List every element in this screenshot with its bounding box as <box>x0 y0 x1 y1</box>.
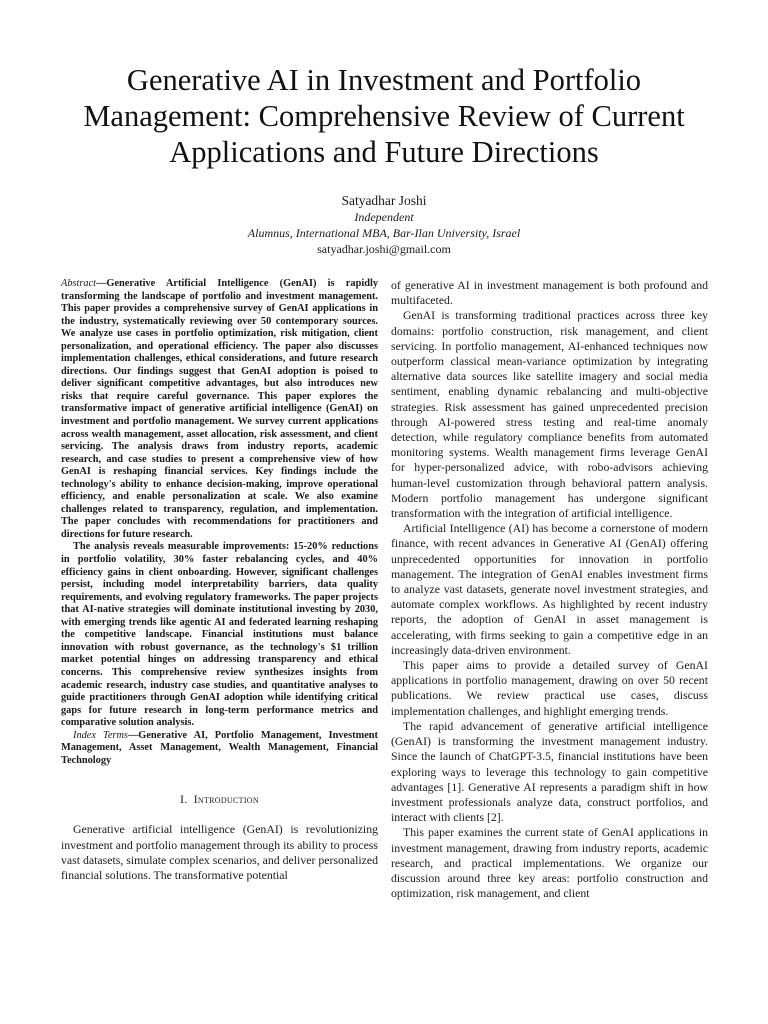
right-column <box>391 278 708 901</box>
section-title: Introduction <box>193 794 259 807</box>
section-number: I. <box>180 794 188 807</box>
index-terms-label: Index Terms <box>73 729 128 741</box>
index-terms-text: Generative AI, Portfolio Management, Investment Management, Asset Management, Wealth Management, Financial Technology <box>61 729 378 766</box>
abstract-dash: — <box>96 278 107 289</box>
intro-paragraph-6: This paper examines the current state of GenAI applications in investment management, drawing from industry reports, academic research, and practical implementations. We organize our discussion around three key areas: portfolio construction and optimization, risk management, and client <box>391 825 708 901</box>
intro-left-body <box>61 822 378 883</box>
abstract-text-1: Generative Artificial Intelligence (GenAI) is rapidly transforming the landscape of portfolio and investment management. This paper provides a comprehensive survey of GenAI applications in the industry, systematically reviewing over 50 contemporary sources. We analyze use cases in portfolio optimization, risk mitigation, client personalization, and operational efficiency. The paper also discusses implementation challenges, ethical considerations, and future research directions. Our findings suggest that GenAI adoption is poised to deliver significant competitive advantages, but also introduces new risks that require careful governance. This paper explores the transformative impact of generative artificial intelligence (GenAI) on investment and portfolio management. We survey current applications across wealth management, asset allocation, risk assessment, and client servicing. The analysis draws from industry reports, academic research, and case studies to present a comprehensive view of how GenAI is reshaping financial services. Key findings include the technology's ability to enhance decision-making, improve operational efficiency, and enable personalization at scale. We also examine challenges related to transparency, regulation, and implementation. The paper concludes with recommendations for practitioners and directions for future research. <box>61 278 378 540</box>
paper-title: Generative AI in Investment and Portfolio Management: Comprehensive Review of Current Applications and Future Directions <box>83 63 685 169</box>
section-heading-introduction <box>61 794 378 806</box>
abstract <box>61 278 378 730</box>
left-column <box>61 278 378 883</box>
abstract-label: Abstract <box>61 278 97 289</box>
abstract-paragraph-2: The analysis reveals measurable improvements: 15-20% reductions in portfolio volatility, 30% faster rebalancing cycles, and 40% efficiency gains in client onboarding. However, significant challenges persist, including model interpretability barriers, data quality requirements, and evolving regulatory frameworks. The paper projects that AI-native strategies will dominate institutional investing by 2030, with emerging trends like agentic AI and federated learning reshaping the competitive landscape. Financial institutions must balance innovation with robust governance, as the technology's $1 trillion market potential hinges on addressing transparency and ethical concerns. This comprehensive review synthesizes insights from academic research, industry case studies, and quantitative analyses to guide practitioners through GenAI adoption while identifying critical gaps for future research in long-term performance metrics and comparative solution analysis. <box>61 541 378 729</box>
intro-paragraph-4: This paper aims to provide a detailed survey of GenAI applications in portfolio management, drawing on over 50 recent publications. We review practical use cases, discuss implementation challenges, and highlight emerging trends. <box>391 658 708 718</box>
intro-paragraph-continued: of generative AI in investment management is both profound and multifaceted. <box>391 278 708 308</box>
intro-right-body <box>391 278 708 901</box>
intro-paragraph-5: The rapid advancement of generative artificial intelligence (GenAI) is transforming the investment management industry. Since the launch of ChatGPT-3.5, financial institutions have been exploring ways to leverage this technology to gain competitive advantages [1]. Generative AI represents a paradigm shift in how investment professionals analyze data, construct portfolios, and interact with clients [2]. <box>391 718 708 825</box>
abstract-paragraph-1 <box>61 278 378 541</box>
author-affiliation-1: Independent <box>354 210 414 224</box>
intro-paragraph-3: Artificial Intelligence (AI) has become a cornerstone of modern finance, with recent advances in Generative AI (GenAI) offering unprecedented opportunities for innovation in portfolio management. The integration of GenAI enables investment firms to analyze vast datasets, generate novel investment strategies, and automate complex workflows. As highlighted by recent industry reports, the adoption of GenAI in asset management is accelerating, with firms seeking to gain a competitive edge in an increasingly data-driven environment. <box>391 521 708 657</box>
author-email: satyadhar.joshi@gmail.com <box>317 242 451 256</box>
index-terms-dash: — <box>127 729 139 741</box>
intro-paragraph-2: GenAI is transforming traditional practices across three key domains: portfolio construction, risk management, and client servicing. In portfolio management, AI-enhanced techniques now outperform classical mean-variance optimization by integrating alternative data sources like satellite imagery and social media sentiment, enabling dynamic rebalancing and multi-objective strategies. Risk assessment has gained unprecedented precision through AI-powered stress testing and real-time anomaly detection, while regulatory compliance benefits from automated monitoring systems. Wealth management firms leverage GenAI for hyper-personalized advice, with robo-advisors achieving human-level customization through behavioral pattern analysis. Modern portfolio management has undergone significant transformation with the integration of artificial intelligence. <box>391 308 708 521</box>
index-terms <box>61 730 378 768</box>
intro-paragraph-1: Generative artificial intelligence (GenAI) is revolutionizing investment and portfolio management through its ability to process vast datasets, simulate complex scenarios, and deliver personalized financial solutions. The transformative potential <box>61 822 378 882</box>
author-affiliation-2: Alumnus, International MBA, Bar-Ilan University, Israel <box>247 226 521 240</box>
author-name: Satyadhar Joshi <box>341 193 427 208</box>
